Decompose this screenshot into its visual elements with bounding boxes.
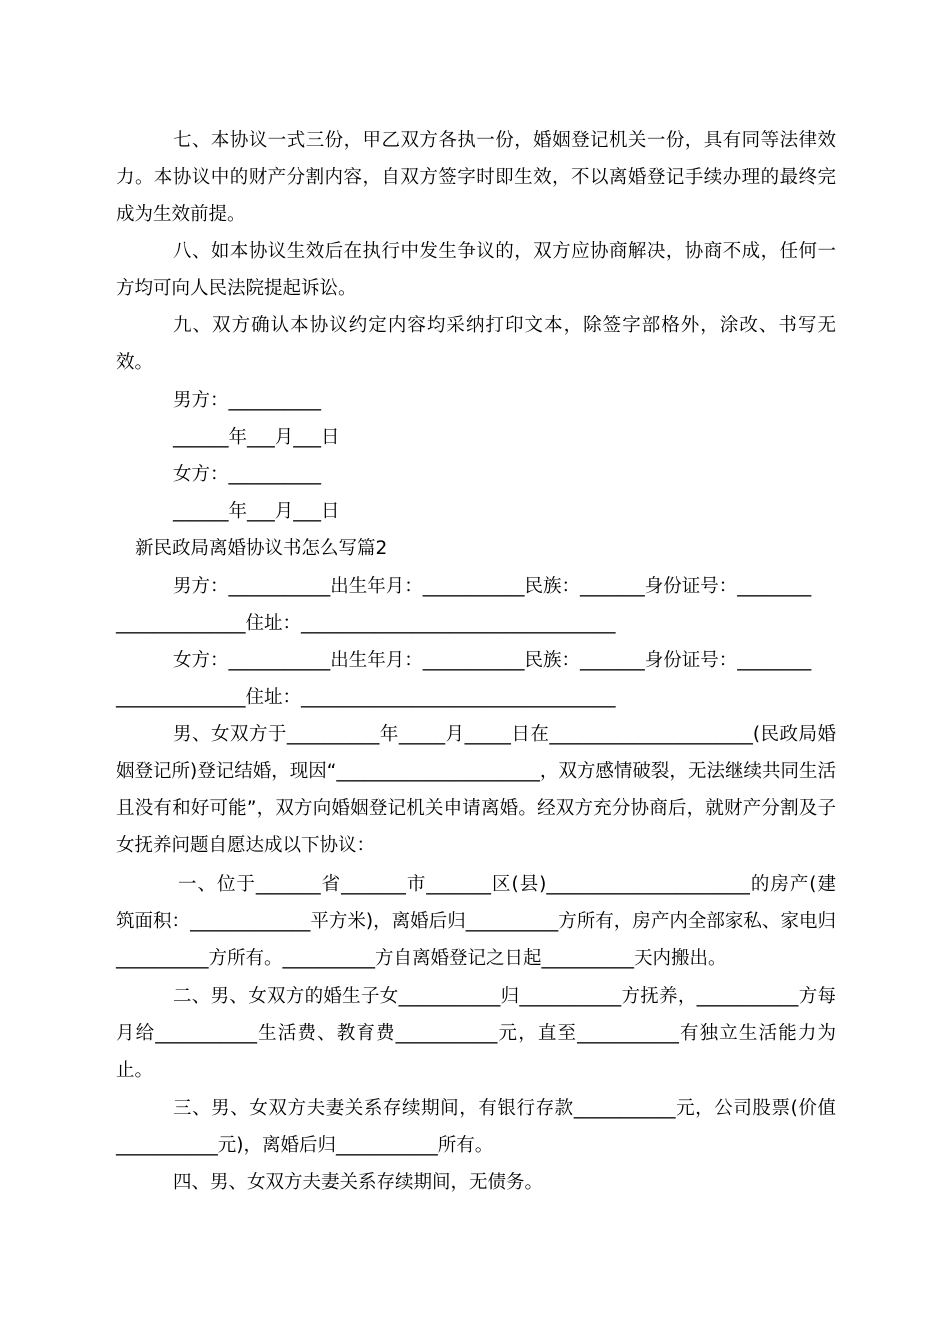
clause-7	[116, 122, 836, 233]
intro-text: 男、女双方于__________年_____月_____日在______________________(民政局婚姻登记所)登记结婚，现因“______________________，双方感情破裂，无法继续共同生活且没有和好可能”，双方向婚姻登记机关申请离婚。经双方充分协商后，就财产分割及子女抚养问题自愿达成以下协议：	[116, 724, 836, 856]
item-3	[116, 1090, 836, 1164]
signature-male: 男方：__________	[173, 390, 322, 411]
item-1-text: 一、位于_______省_______市_______区(县)______________________的房产(建筑面积：_____________平方米)，离婚后归__________方所有，房产内全部家私、家电归__________方所有。__________方自离婚登记之日起__________天内搬出。	[116, 874, 836, 969]
item-1	[116, 866, 836, 977]
clause-8	[116, 233, 836, 307]
item-3-text: 三、男、女双方夫妻关系存续期间，有银行存款___________元，公司股票(价值___________元)，离婚后归___________所有。	[116, 1098, 836, 1156]
clause-9-text: 九、双方确认本协议约定内容均采纳打印文本，除签字部格外，涂改、书写无效。	[116, 315, 836, 373]
intro-paragraph	[116, 716, 836, 864]
clause-8-text: 八、如本协议生效后在执行中发生争议的，双方应协商解决，协商不成，任何一方均可向人民法院提起诉讼。	[116, 241, 836, 299]
item-2	[116, 978, 836, 1089]
clause-7-text: 七、本协议一式三份，甲乙双方各执一份，婚姻登记机关一份，具有同等法律效力。本协议中的财产分割内容，自双方签字时即生效，不以离婚登记手续办理的最终完成为生效前提。	[116, 130, 836, 225]
item-4-text: 四、男、女双方夫妻关系存续期间，无债务。	[173, 1172, 544, 1193]
female-info-line-1: 女方：___________出生年月：___________民族：_______身份证号：________	[173, 650, 812, 671]
signature-date-1: ______年___月___日	[173, 427, 340, 448]
signature-female: 女方：__________	[173, 464, 322, 485]
clause-9	[116, 307, 836, 381]
male-info-line-1: 男方：___________出生年月：___________民族：_______身份证号：________	[173, 576, 812, 597]
female-info-line-2: ______________住址：__________________________________	[116, 687, 616, 708]
item-2-text: 二、男、女双方的婚生子女___________归___________方抚养，___________方每月给___________生活费、教育费___________元，直至___________有独立生活能力为止。	[116, 986, 836, 1081]
section-heading: 新民政局离婚协议书怎么写篇2	[135, 538, 388, 559]
signature-date-2: ______年___月___日	[173, 501, 340, 522]
item-4	[116, 1164, 836, 1201]
male-info-line-2: ______________住址：__________________________________	[116, 613, 616, 634]
